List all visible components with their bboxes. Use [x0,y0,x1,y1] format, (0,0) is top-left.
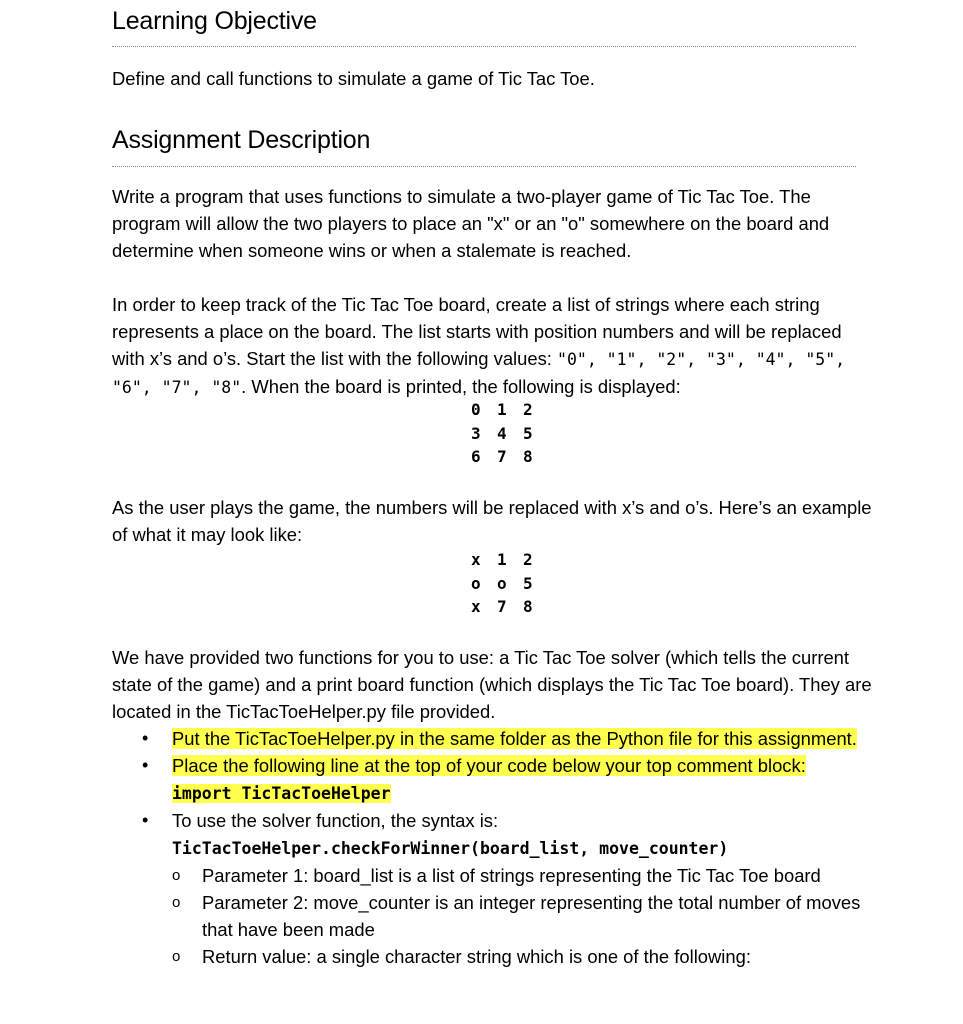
bullet-glyph: • [142,755,149,775]
assignment-paragraph-3: As the user plays the game, the numbers will be replaced with x’s and o’s. Here’s an example of what it may look like: [112,497,872,545]
paragraph-2-text-a: In order to keep track of the Tic Tac Toe board, create a list of strings where each string represents a place on the board. The list starts with position numbers and will be replaced with x’s and o’s. Start the list with the following values: [112,294,842,369]
instructions-list [112,725,892,970]
import-code: import TicTacToeHelper [172,784,391,803]
list-item [112,752,892,807]
board-row [471,422,549,446]
learning-objective-heading: Learning Objective [112,7,317,35]
import-instruction: Place the following line at the top of your code below your top comment block: [172,755,806,776]
board-row [471,445,549,469]
board-cell: 5 [523,423,533,443]
helper-file-instruction: Put the TicTacToeHelper.py in the same folder as the Python file for this assignment. [172,728,857,749]
learning-objective-text: Define and call functions to simulate a game of Tic Tac Toe. [112,68,595,89]
list-item [172,889,892,943]
board-cell: x [471,597,481,616]
assignment-paragraph-2 [112,291,872,401]
board-cell: 6 [471,447,481,466]
board-cell: 7 [497,447,507,466]
board-cell: 8 [523,447,533,466]
heading-rule-2 [112,166,856,167]
sub-bullet-glyph: o [172,867,181,884]
paragraph-2-text-b: . When the board is printed, the following is displayed: [241,376,681,397]
board-cell: 1 [497,550,507,569]
parameter-2-text: Parameter 2: move_counter is an integer representing the total number of moves that have been made [202,892,861,940]
board-cell: 2 [523,400,533,419]
board-row [471,572,549,596]
solver-syntax-code: TicTacToeHelper.checkForWinner(board_list, move_counter) [172,839,729,858]
list-item [112,725,892,752]
board-cell: o [497,573,507,593]
board-cell: 3 [471,423,481,443]
board-cell: 5 [523,573,533,593]
board-row [471,595,549,619]
assignment-paragraph-4: We have provided two functions for you to use: a Tic Tac Toe solver (which tells the current state of the game) and a print board function (which displays the Tic Tac Toe board). They are located in the TicTacToeHelper.py file provided. [112,647,872,722]
list-item [112,807,892,970]
board-cell: o [471,573,481,593]
board-cell: 2 [523,550,533,569]
start-values-code: "0", "1", "2", "3", "4", "5", "6", "7", "8" [112,350,846,397]
bullet-glyph: • [142,810,149,830]
board-cell: 0 [471,400,481,419]
board-row [471,398,549,422]
parameter-1-text: Parameter 1: board_list is a list of strings representing the Tic Tac Toe board [202,865,821,886]
return-value-text: Return value: a single character string which is one of the following: [202,946,751,967]
bullet-glyph: • [142,728,149,748]
board-cell: 4 [497,423,507,443]
initial-board [471,398,549,469]
board-row [471,548,549,572]
solver-syntax-instruction: To use the solver function, the syntax is: [172,810,499,831]
parameter-list [172,862,892,970]
sub-bullet-glyph: o [172,948,181,965]
list-item [172,862,892,889]
assignment-description-heading: Assignment Description [112,126,371,154]
example-board [471,548,549,619]
board-cell: 8 [523,597,533,616]
sub-bullet-glyph: o [172,894,181,911]
assignment-paragraph-1: Write a program that uses functions to simulate a two-player game of Tic Tac Toe. The program will allow the two players to place an "x" or an "o" somewhere on the board and determine when someone wins or when a stalemate is reached. [112,186,830,261]
board-cell: 7 [497,597,507,616]
list-item [172,943,892,970]
heading-rule-1 [112,46,856,47]
board-cell: x [471,550,481,569]
board-cell: 1 [497,400,507,419]
